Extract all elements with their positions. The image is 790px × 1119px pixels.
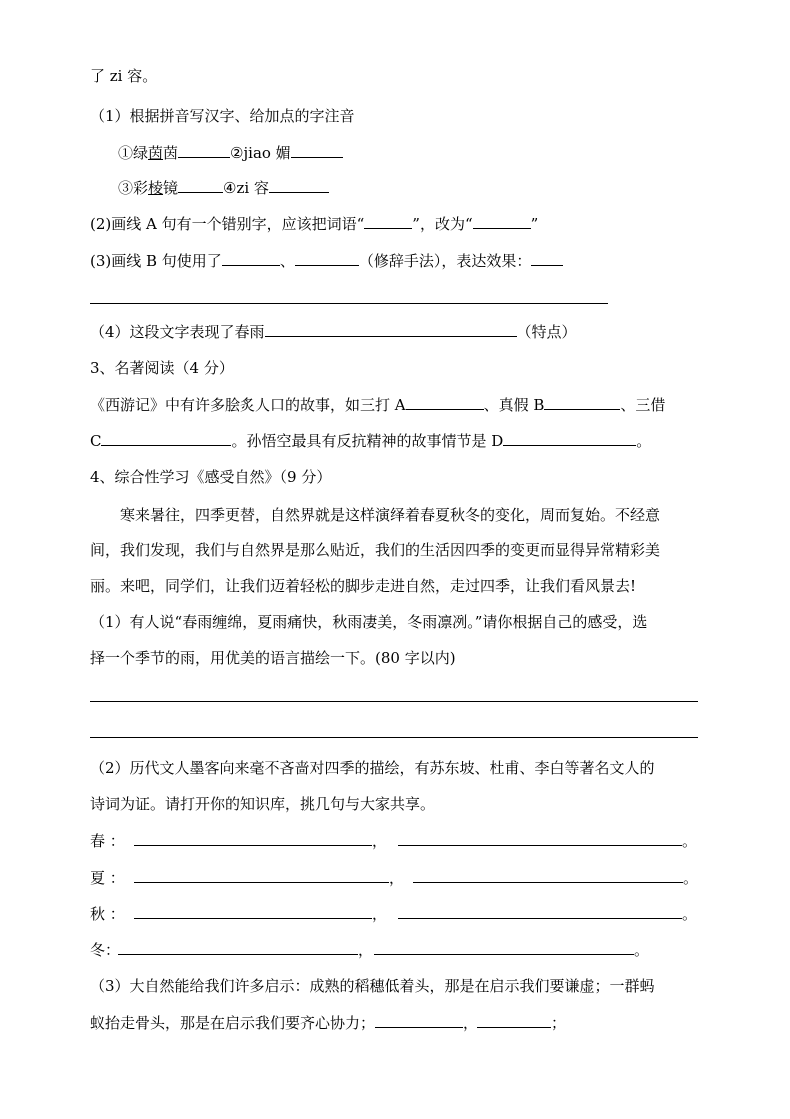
subquestion-1-line-1: （1）有人说“春雨缠绵，夏雨痛快，秋雨凄美，冬雨凛冽。”请你根据自己的感受，选 bbox=[90, 613, 648, 631]
season-label: 春 ： bbox=[90, 832, 125, 850]
answer-blank[interactable] bbox=[406, 395, 484, 410]
section-4-heading: 4、综合性学习《感受自然》（9 分） bbox=[90, 468, 332, 486]
text: 蚁抬走骨头，那是在启示我们要齐心协力； bbox=[90, 1014, 376, 1032]
text: 镜 bbox=[163, 179, 179, 197]
spring-row bbox=[90, 831, 697, 851]
text: （特点） bbox=[516, 323, 577, 341]
text: ③彩 bbox=[118, 179, 149, 197]
summer-row bbox=[90, 868, 698, 888]
answer-line[interactable] bbox=[90, 303, 608, 304]
answer-blank[interactable] bbox=[178, 178, 223, 193]
text: ， bbox=[389, 869, 405, 887]
paragraph-line: 间，我们发现，我们与自然界是那么贴近，我们的生活因四季的变更而显得异常精彩美 bbox=[90, 541, 661, 559]
text: 。 bbox=[682, 905, 698, 923]
text: （修辞手法），表达效果： bbox=[358, 252, 532, 270]
pinyin-row-1 bbox=[118, 143, 343, 163]
answer-blank[interactable] bbox=[503, 431, 636, 446]
answer-blank[interactable] bbox=[364, 214, 412, 229]
text: ， bbox=[358, 941, 374, 959]
text: C bbox=[90, 432, 102, 450]
season-label: 冬： bbox=[90, 941, 121, 959]
season-label: 夏 ： bbox=[90, 869, 125, 887]
text: 。 bbox=[636, 432, 652, 450]
text: (2)画线 A 句有一个错别字，应该把词语“ bbox=[90, 215, 365, 233]
text: 。 bbox=[682, 832, 698, 850]
answer-line[interactable] bbox=[90, 737, 698, 738]
autumn-row bbox=[90, 904, 697, 924]
text: 、真假 B bbox=[483, 396, 545, 414]
answer-blank[interactable] bbox=[118, 940, 358, 955]
answer-blank[interactable] bbox=[178, 143, 230, 158]
section-3-heading: 3、名著阅读（4 分） bbox=[90, 359, 234, 377]
text: ， bbox=[463, 1014, 479, 1032]
answer-blank[interactable] bbox=[222, 251, 280, 266]
subquestion-3-line-2 bbox=[90, 1013, 566, 1033]
question-1-prompt: （1）根据拼音写汉字、给加点的字注音 bbox=[90, 107, 355, 125]
text: （4）这段文字表现了春雨 bbox=[90, 323, 265, 341]
paragraph-line: 丽。来吧，同学们，让我们迈着轻松的脚步走进自然，走过四季，让我们看风景去! bbox=[90, 577, 637, 595]
text: 茵 bbox=[163, 144, 179, 162]
dotted-char: 棱 bbox=[148, 179, 164, 197]
answer-blank[interactable] bbox=[291, 143, 343, 158]
answer-blank[interactable] bbox=[269, 178, 329, 193]
text: 、三借 bbox=[620, 396, 666, 414]
text: 《西游记》中有许多脍炙人口的故事，如三打 A bbox=[90, 396, 406, 414]
question-4 bbox=[90, 322, 577, 342]
answer-blank[interactable] bbox=[473, 214, 531, 229]
subquestion-2-line-2: 诗词为证。请打开你的知识库，挑几句与大家共享。 bbox=[90, 795, 436, 813]
text: ”，改为“ bbox=[412, 215, 473, 233]
text: ， bbox=[372, 905, 388, 923]
answer-blank[interactable] bbox=[531, 251, 563, 266]
season-label: 秋 ： bbox=[90, 905, 125, 923]
question-3 bbox=[90, 251, 563, 271]
dotted-char: 茵 bbox=[148, 144, 164, 162]
text: 。 bbox=[683, 869, 699, 887]
answer-blank[interactable] bbox=[375, 1013, 463, 1028]
answer-blank[interactable] bbox=[398, 831, 682, 846]
text: 。 bbox=[634, 941, 650, 959]
answer-blank[interactable] bbox=[398, 904, 682, 919]
answer-blank[interactable] bbox=[374, 940, 634, 955]
reading-line-2 bbox=[90, 431, 651, 451]
text: ” bbox=[530, 215, 539, 233]
reading-line-1 bbox=[90, 395, 665, 415]
answer-blank[interactable] bbox=[101, 431, 231, 446]
subquestion-1-line-2: 择一个季节的雨，用优美的语言描绘一下。(80 字以内) bbox=[90, 649, 456, 667]
text: ； bbox=[551, 1014, 567, 1032]
answer-blank[interactable] bbox=[134, 904, 372, 919]
answer-blank[interactable] bbox=[413, 868, 683, 883]
text: 。孙悟空最具有反抗精神的故事情节是 D bbox=[231, 432, 504, 450]
text: (3)画线 B 句使用了 bbox=[90, 252, 222, 270]
answer-blank[interactable] bbox=[265, 322, 517, 337]
answer-blank[interactable] bbox=[134, 868, 389, 883]
answer-blank[interactable] bbox=[295, 251, 359, 266]
text: ④zi 容 bbox=[223, 179, 269, 197]
subquestion-3-line-1: （3）大自然能给我们许多启示：成熟的稻穗低着头，那是在启示我们要谦虚；一群蚂 bbox=[90, 977, 655, 995]
answer-line[interactable] bbox=[90, 701, 698, 702]
answer-blank[interactable] bbox=[134, 831, 372, 846]
subquestion-2-line-1: （2）历代文人墨客向来毫不吝啬对四季的描绘，有苏东坡、杜甫、李白等著名文人的 bbox=[90, 759, 655, 777]
winter-row bbox=[90, 940, 649, 960]
text: 、 bbox=[279, 252, 295, 270]
text: ， bbox=[372, 832, 388, 850]
text-line: 了 zi 容。 bbox=[90, 67, 158, 85]
question-2 bbox=[90, 214, 538, 234]
answer-blank[interactable] bbox=[544, 395, 620, 410]
answer-blank[interactable] bbox=[477, 1013, 551, 1028]
text: ①绿 bbox=[118, 144, 149, 162]
text: ②jiao 媚 bbox=[230, 144, 291, 162]
pinyin-row-2 bbox=[118, 178, 329, 198]
paragraph-line: 寒来暑往，四季更替，自然界就是这样演绎着春夏秋冬的变化，周而复始。不经意 bbox=[120, 506, 661, 524]
